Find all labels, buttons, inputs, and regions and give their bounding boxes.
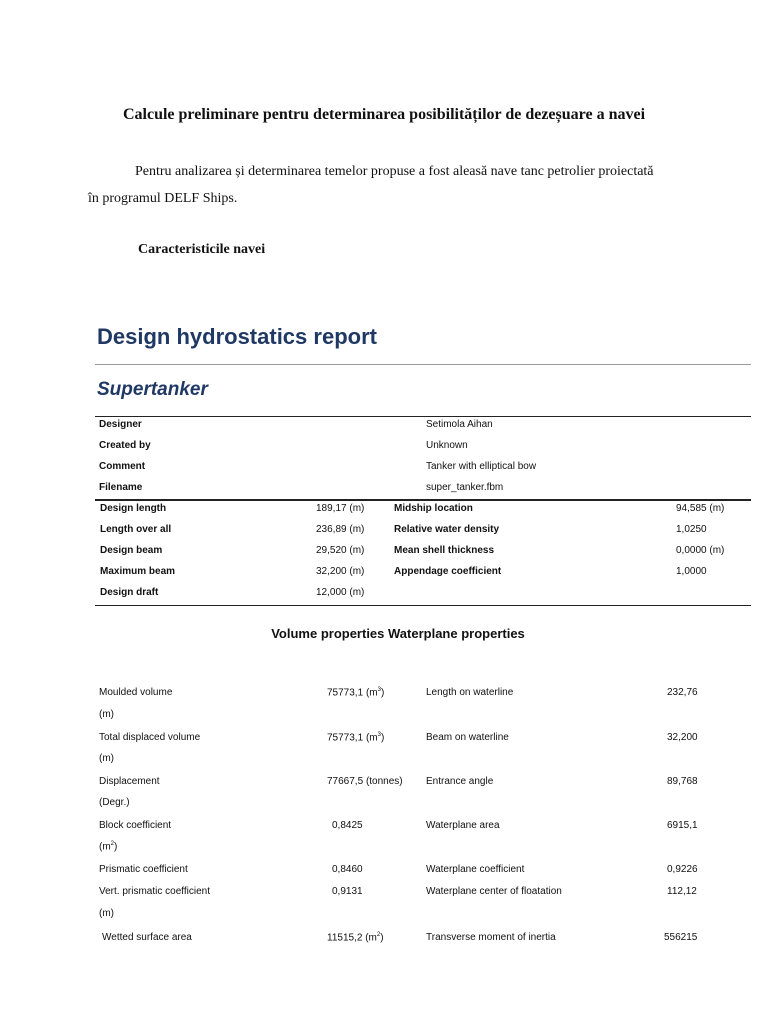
property-label: Waterplane center of floatation [426, 886, 562, 897]
property-value: 75773,1 $(m^3)$ [327, 732, 385, 744]
property-value: 112,12 [667, 886, 697, 897]
dimension-label: Appendage coefficient [394, 566, 502, 577]
report-title: Design hydrostatics report [97, 324, 377, 349]
property-value: 77667,5 (tonnes) [327, 776, 403, 787]
property-unit: (m) [99, 908, 114, 919]
property-unit: (m) [99, 709, 114, 720]
property-label: Moulded volume [99, 687, 173, 698]
property-value: 0,9226 [667, 864, 698, 875]
property-label: Displacement [99, 776, 160, 787]
title-divider [95, 364, 751, 365]
property-value: 232,76 [667, 687, 698, 698]
dimension-value: 94,585 (m) [676, 503, 725, 514]
info-value: Unknown [426, 440, 468, 451]
info-label: Created by [99, 440, 151, 451]
property-label: Block coefficient [99, 820, 172, 831]
property-label: Wetted surface area [102, 932, 192, 943]
property-label: Beam on waterline [426, 732, 509, 743]
info-label: Filename [99, 482, 143, 493]
info-table-top-border [95, 416, 751, 417]
property-value: 0,9131 [332, 886, 363, 897]
dimension-label: Mean shell thickness [394, 545, 495, 556]
dimension-value: 1,0250 [676, 524, 707, 535]
property-unit: $(m^2)$ [99, 841, 118, 853]
property-label: Length on waterline [426, 687, 514, 698]
info-value: Setimola Aihan [426, 419, 493, 430]
property-label: Entrance angle [426, 776, 494, 787]
dimension-value: 1,0000 [676, 566, 707, 577]
dimensions-table-bottom-border [95, 605, 751, 606]
dimension-value: 12,000 (m) [316, 587, 365, 598]
dimension-value: 236,89 (m) [316, 524, 365, 535]
dimension-value: 29,520 (m) [316, 545, 365, 556]
property-label: Prismatic coefficient [99, 864, 188, 875]
property-label: Waterplane coefficient [426, 864, 525, 875]
dimension-label: Design draft [100, 587, 159, 598]
property-label: Waterplane area [426, 820, 500, 831]
properties-caption: Volume properties Waterplane properties [271, 626, 525, 641]
dimension-label: Midship location [394, 503, 473, 514]
dimension-label: Design beam [100, 545, 163, 556]
property-value: 11515,2 $(m^2)$ [327, 932, 384, 944]
report-subtitle: Supertanker [97, 379, 208, 400]
dimension-value: 32,200 (m) [316, 566, 365, 577]
property-value: 6915,1 [667, 820, 698, 831]
dimensions-table-top-border [95, 499, 751, 501]
info-label: Comment [99, 461, 146, 472]
info-label: Designer [99, 419, 142, 430]
property-value: 89,768 [667, 776, 698, 787]
paragraph-line-1: Pentru analizarea și determinarea temelor propuse a fost aleasă nave tanc petrolier proiectată [135, 164, 654, 179]
dimension-label: Maximum beam [100, 566, 176, 577]
property-label: Transverse moment of inertia [426, 932, 556, 943]
property-value: 32,200 [667, 732, 698, 743]
dimension-label: Relative water density [394, 524, 500, 535]
dimension-value: 189,17 (m) [316, 503, 365, 514]
paragraph-line-2: în programul DELF Ships. [88, 191, 238, 206]
property-label: Total displaced volume [99, 732, 201, 743]
property-value: 75773,1 $(m^3)$ [327, 687, 385, 699]
property-unit: (Degr.) [99, 797, 130, 808]
dimension-value: 0,0000 (m) [676, 545, 725, 556]
property-label: Vert. prismatic coefficient [99, 886, 210, 897]
section-heading: Caracteristicile navei [138, 242, 266, 257]
dimension-label: Design length [100, 503, 167, 514]
property-unit: (m) [99, 753, 114, 764]
property-value: 0,8425 [332, 820, 363, 831]
info-value: Tanker with elliptical bow [426, 461, 537, 472]
document-title: Calcule preliminare pentru determinarea posibilităților de dezeșuare a navei [122, 106, 646, 123]
property-value: 556215 [664, 932, 698, 943]
info-value: super_tanker.fbm [426, 482, 504, 493]
dimension-label: Length over all [100, 524, 172, 535]
property-value: 0,8460 [332, 864, 363, 875]
